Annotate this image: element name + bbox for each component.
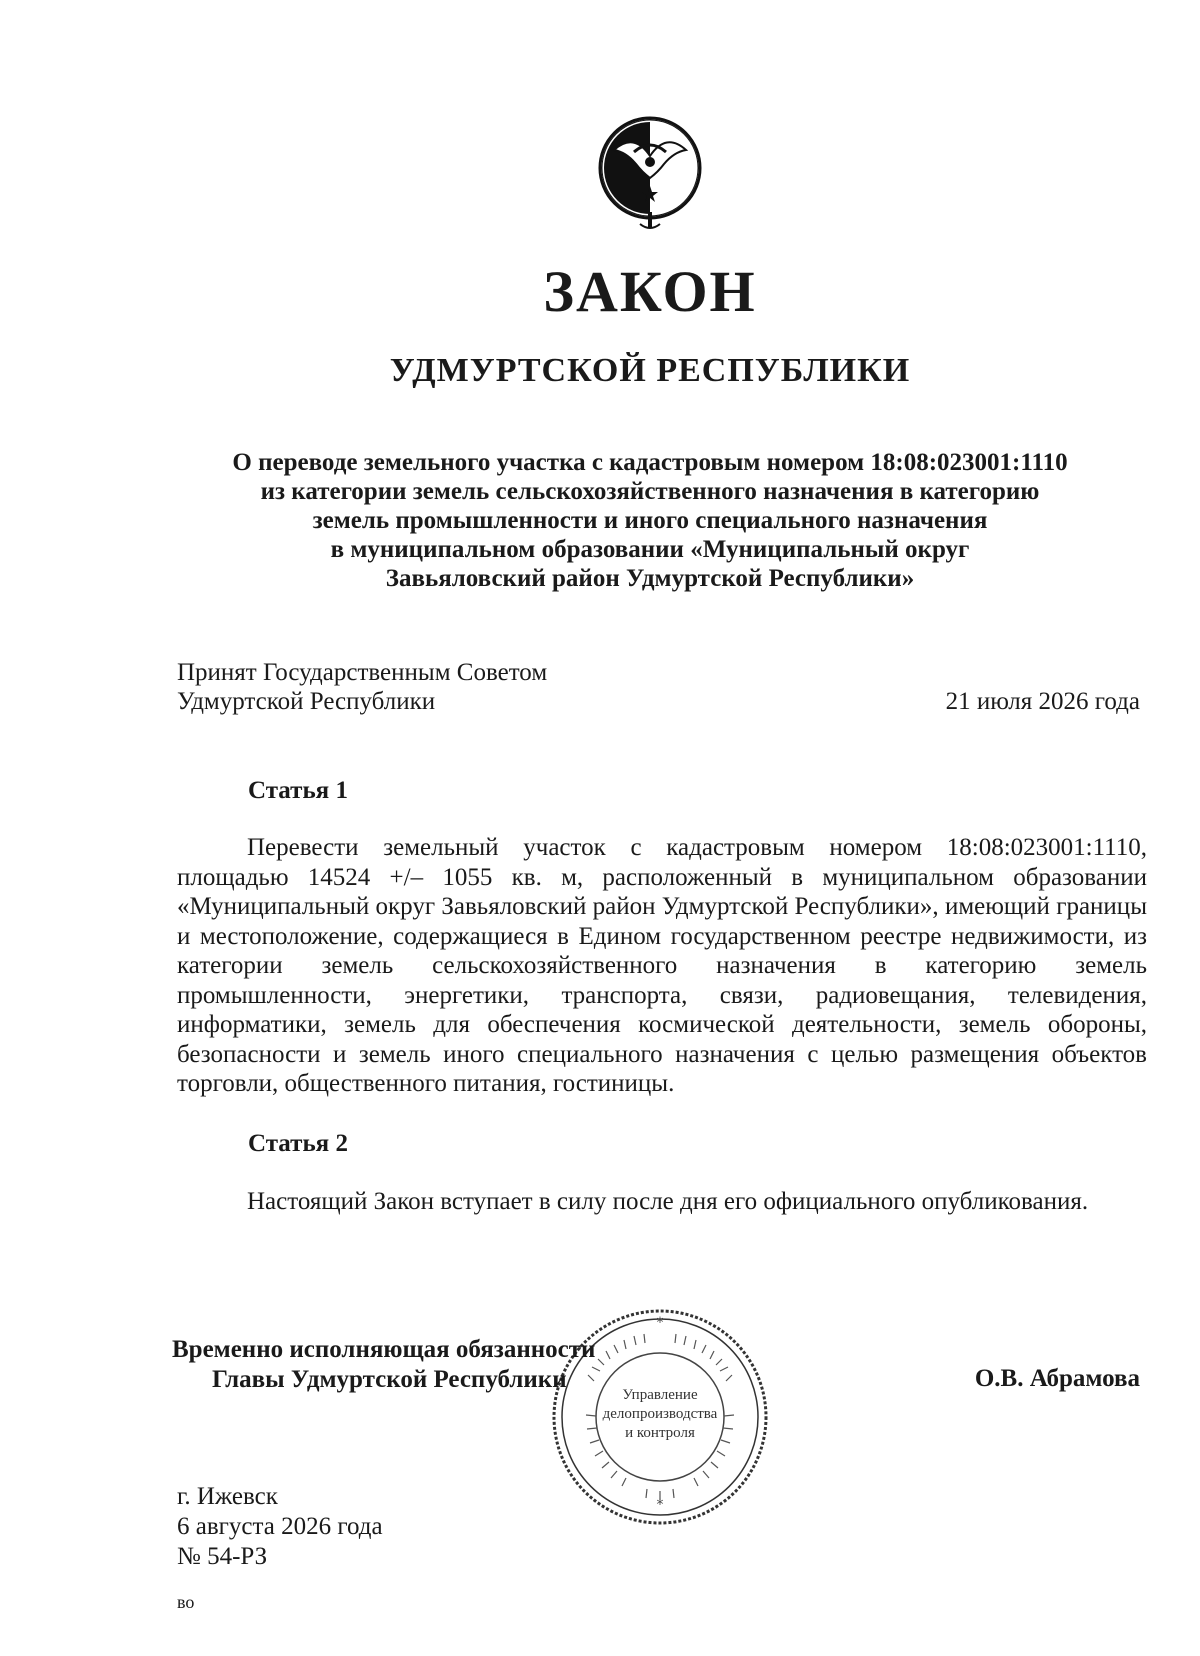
law-number: № 54-РЗ <box>177 1543 268 1570</box>
seal-center-text <box>596 1386 724 1443</box>
position-line: Главы Удмуртской Республики <box>212 1366 567 1393</box>
article-1-heading: Статья 1 <box>248 777 348 804</box>
subject-line: Завьяловский район Удмуртской Республики» <box>385 565 915 592</box>
signing-date: 6 августа 2026 года <box>177 1513 383 1540</box>
article-1-text: Перевести земельный участок с кадастровым номером 18:08:023001:1110, площадью 14524 +/– 1055 кв. м, расположенный в муниципальном образовании «Муниципальный округ Завьяловский район Удмуртской Республики», имеющий границы и местоположение, содержащиеся в Едином государственном реестре недвижимости, из категории земель сельскохозяйственного назначения в категорию земель промышленности, энергетики, транспорта, связи, радиовещания, телевидения, информатики, земель для обеспечения космической деятельности, земель обороны, безопасности и земель иного специального назначения с целью размещения объектов торговли, общественного питания, гостиницы. <box>177 834 1147 1097</box>
publication-details <box>177 1482 383 1572</box>
adoption-body <box>177 658 547 716</box>
subject-line: О переводе земельного участка с кадастровым номером 18:08:023001:1110 <box>232 449 1068 476</box>
subject-line: земель промышленности и иного специального назначения <box>312 507 988 534</box>
executor-initials: во <box>177 1592 195 1612</box>
document-subtitle: УДМУРТСКОЙ РЕСПУБЛИКИ <box>389 352 911 389</box>
coat-of-arms-icon <box>594 112 706 234</box>
subject-line: в муниципальном образовании «Муниципальный округ <box>330 536 970 563</box>
adoption-line: Удмуртской Республики <box>177 688 436 715</box>
subject-line: из категории земель сельскохозяйственного назначения в категорию <box>260 478 1040 505</box>
seal-line: и контроля <box>625 1425 695 1441</box>
svg-text:*: * <box>656 1315 664 1331</box>
position-line: Временно исполняющая обязанности <box>172 1336 596 1363</box>
signatory-position <box>172 1335 595 1395</box>
law-subject <box>150 448 1150 593</box>
document-title: ЗАКОН <box>543 259 757 324</box>
signatory-name: О.В. Абрамова <box>974 1365 1140 1392</box>
seal-line: Управление <box>622 1387 698 1403</box>
article-2-heading: Статья 2 <box>248 1130 348 1157</box>
adoption-date: 21 июля 2026 года <box>945 688 1140 715</box>
svg-text:*: * <box>656 1497 664 1513</box>
seal-line: делопроизводства <box>602 1406 718 1422</box>
article-2-text: Настоящий Закон вступает в силу после дня его официального опубликования. <box>247 1188 1089 1215</box>
city: г. Ижевск <box>177 1483 278 1510</box>
adoption-line: Принят Государственным Советом <box>177 659 548 686</box>
